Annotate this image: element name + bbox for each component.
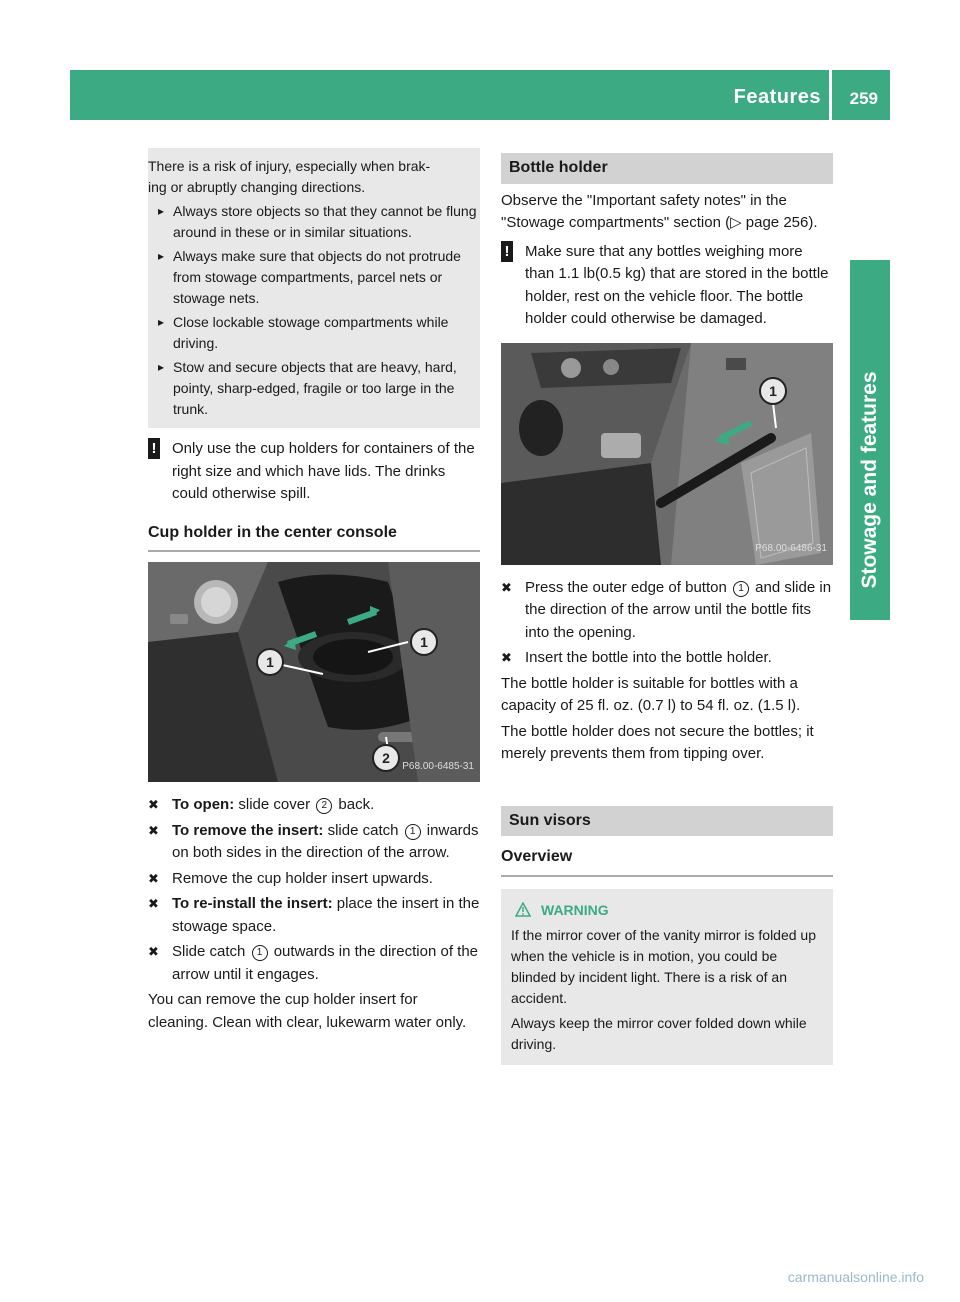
page-number: 259 bbox=[849, 89, 878, 108]
side-section-label: Stowage and features bbox=[857, 371, 881, 589]
callout-number: 1 bbox=[252, 945, 268, 961]
risk-intro bbox=[148, 156, 480, 198]
cleaning-text: You can remove the cup holder insert for cleaning. Clean with clear, lukewarm water only. bbox=[148, 991, 467, 1031]
bottle-holder-photo bbox=[501, 343, 833, 565]
warning-label: WARNING bbox=[541, 901, 609, 918]
step-arrow-icon: ✖ bbox=[148, 944, 159, 959]
step-arrow-icon: ✖ bbox=[148, 896, 159, 911]
callout-label: 2 bbox=[382, 750, 390, 766]
cup-holder-heading: Cup holder in the center console bbox=[148, 522, 480, 553]
note-text: Only use the cup holders for containers of the right size and which have lids. The drinks could otherwise spill. bbox=[172, 440, 475, 502]
overview-heading: Overview bbox=[501, 846, 833, 877]
sun-visors-heading: Sun visors bbox=[501, 806, 833, 837]
page-header bbox=[70, 70, 890, 120]
step-arrow-icon: ✖ bbox=[148, 797, 159, 812]
list-item: ✖ Remove the cup holder insert upwards. bbox=[148, 868, 480, 891]
note-text: Make sure that any bottles weighing more than 1.1 lb(0.5 kg) that are stored in the bottle holder, rest on the vehicle floor. The bottle holder could otherwise be damaged. bbox=[525, 242, 829, 327]
cup-holder-steps bbox=[148, 794, 480, 1034]
callout-label: 1 bbox=[769, 382, 777, 399]
list-item: ▸ Always make sure that objects do not protrude from stowage compartments, parcel nets or stowage nets. bbox=[148, 246, 480, 309]
left-column bbox=[148, 148, 480, 1034]
callout-number: 1 bbox=[405, 824, 421, 840]
chapter-title: Features bbox=[733, 86, 821, 108]
safety-bullet-list bbox=[148, 201, 480, 420]
risk-intro-line-1: There is a risk of injury, especially when brak- bbox=[148, 158, 431, 174]
exclamation-icon: ! bbox=[148, 438, 172, 459]
list-item: ▸ Stow and secure objects that are heavy, hard, pointy, sharp-edged, fragile or too large in the trunk. bbox=[148, 357, 480, 420]
right-column bbox=[501, 153, 833, 1065]
warning-triangle-icon bbox=[515, 902, 531, 917]
step-arrow-icon: ✖ bbox=[501, 650, 512, 665]
warning-text: If the mirror cover of the vanity mirror is folded up when the vehicle is in motion, you could be blinded by incident light. There is a risk of an accident. bbox=[511, 927, 816, 1006]
bottle-holder-steps bbox=[501, 577, 833, 766]
image-reference-code: P68.00-6486-31 bbox=[755, 543, 827, 554]
cup-holder-photo bbox=[148, 562, 480, 782]
exclamation-icon: ! bbox=[501, 241, 525, 262]
step-arrow-icon: ✖ bbox=[148, 870, 159, 886]
callout-number: 2 bbox=[316, 798, 332, 814]
cup-holder-note bbox=[148, 438, 480, 506]
list-item: ✖ Slide catch 1 outwards in the direction of the arrow until it engages. bbox=[148, 941, 480, 986]
list-item: ✖ Insert the bottle into the bottle holder. bbox=[501, 647, 833, 670]
secure-text: The bottle holder does not secure the bottles; it merely prevents them from tipping over. bbox=[501, 722, 814, 762]
header-divider bbox=[829, 70, 832, 120]
callout-number: 1 bbox=[733, 581, 749, 597]
list-item: ▸ Always store objects so that they cannot be flung around in these or in similar situations. bbox=[148, 201, 480, 243]
safety-box bbox=[148, 148, 480, 428]
cup-holder-illustration bbox=[148, 562, 480, 782]
step-arrow-icon: ✖ bbox=[148, 822, 159, 838]
bottle-holder-heading: Bottle holder bbox=[501, 153, 833, 184]
list-item: ✖ To re-install the insert: place the insert in the stowage space. bbox=[148, 893, 480, 938]
step-arrow-icon: ✖ bbox=[501, 579, 512, 595]
warning-title-row bbox=[515, 899, 823, 922]
capacity-text: The bottle holder is suitable for bottles with a capacity of 25 fl. oz. (0.7 l) to 54 fl. oz. (1.5 l). bbox=[501, 674, 801, 714]
observe-text: Observe the "Important safety notes" in the "Stowage compartments" section (▷ page 256). bbox=[501, 191, 818, 231]
callout-label: 1 bbox=[266, 654, 274, 670]
warning-box bbox=[501, 889, 833, 1066]
bottle-holder-note bbox=[501, 241, 833, 331]
callout-label: 1 bbox=[420, 634, 428, 650]
image-reference-code: P68.00-6485-31 bbox=[402, 760, 474, 772]
list-item: ✖ To open: slide cover 2 back. bbox=[148, 794, 480, 817]
watermark: carmanualsonline.info bbox=[787, 1268, 924, 1285]
list-item: ✖ Press the outer edge of button 1 and slide in the direction of the arrow until the bottle fits into the opening. bbox=[501, 577, 833, 645]
list-item: ▸ Close lockable stowage compartments while driving. bbox=[148, 312, 480, 354]
bottle-holder-illustration bbox=[501, 343, 833, 565]
list-item: ✖ To remove the insert: slide catch 1 inwards on both sides in the direction of the arrow. bbox=[148, 820, 480, 865]
risk-intro-line-2: ing or abruptly changing directions. bbox=[148, 179, 366, 195]
warning-text: Always keep the mirror cover folded down while driving. bbox=[511, 1015, 807, 1052]
